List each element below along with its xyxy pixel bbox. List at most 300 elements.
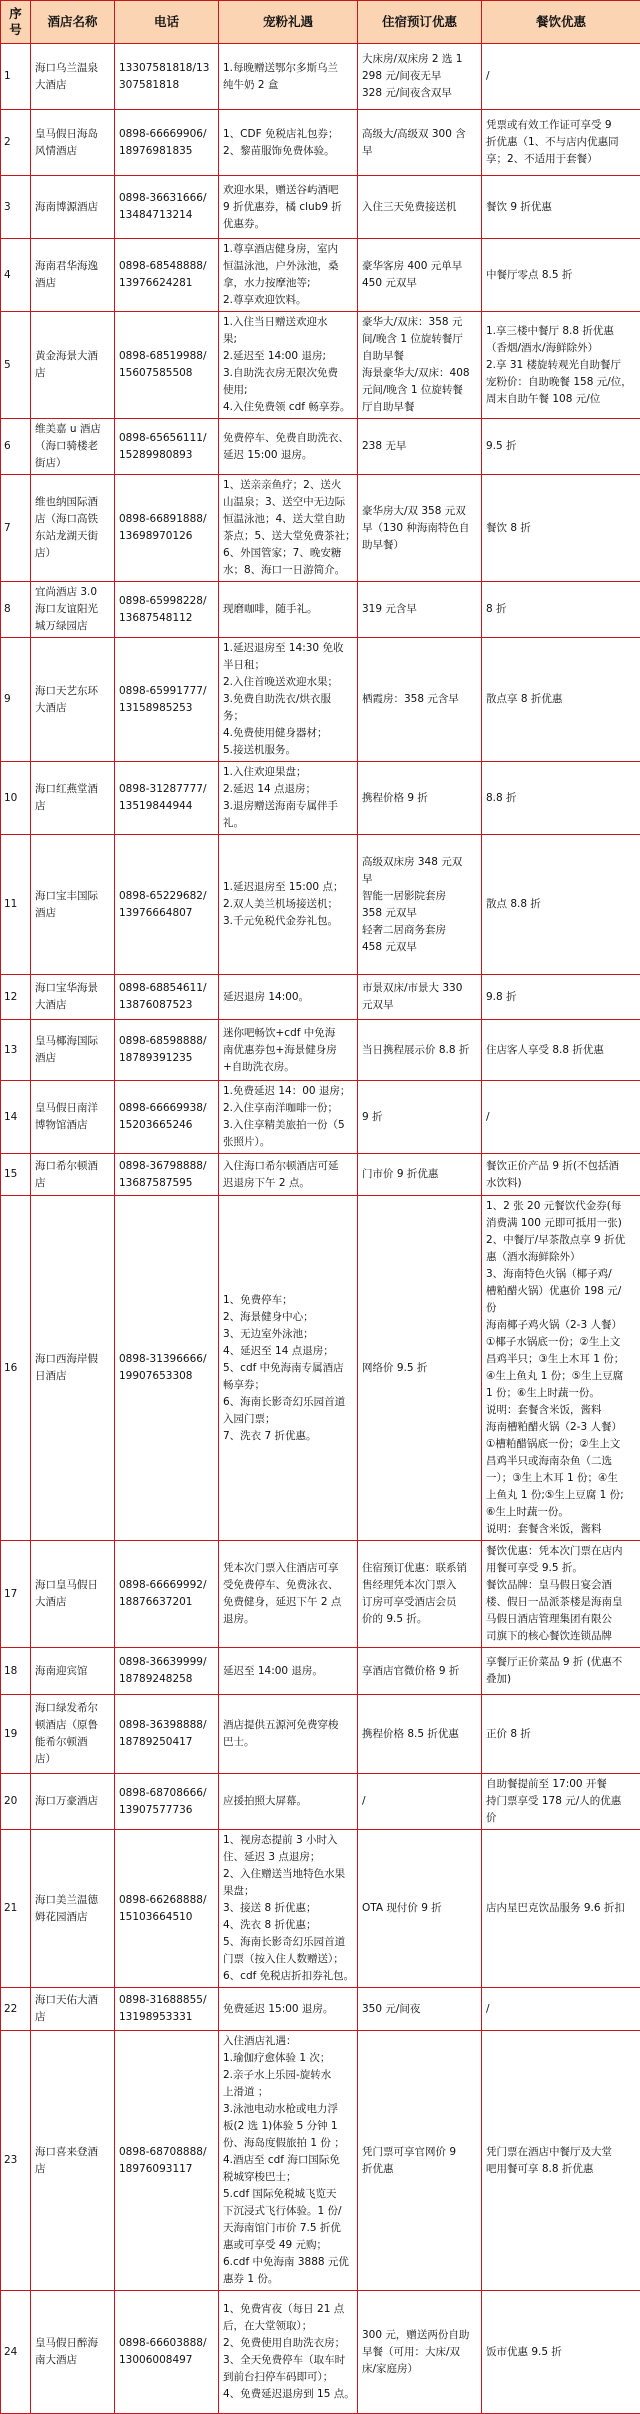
cell-lodging-offer-line: 358 元双早	[362, 905, 477, 922]
cell-lodging-offer-line: 早	[362, 871, 477, 888]
cell-fan-perks-line: 1、免费停车；	[223, 1292, 353, 1309]
cell-fan-perks-line: 5、cdf 中免海南专属酒店	[223, 1360, 353, 1377]
table-row	[1, 1154, 640, 1196]
cell-index: 21	[1, 1830, 31, 1988]
cell-hotel-name-line: 日酒店	[35, 1368, 110, 1385]
cell-lodging-offer-line: 319 元含早	[362, 601, 477, 618]
cell-dining-offer	[482, 1154, 640, 1196]
cell-lodging-offer-line: 间/晚含 1 位旋转餐厅	[362, 331, 477, 348]
cell-phone-line: 13687587595	[119, 1175, 214, 1192]
cell-dining-offer-line: 用餐可享受 9.5 折。	[486, 1560, 636, 1577]
cell-fan-perks-line: 南优惠券包+海景健身房	[223, 1042, 353, 1059]
cell-fan-perks	[219, 975, 358, 1020]
cell-phone-line: 15289980893	[119, 447, 214, 464]
cell-fan-perks	[219, 1196, 358, 1541]
cell-hotel-name	[31, 638, 115, 762]
cell-lodging-offer-line: 厅自助早餐	[362, 399, 477, 416]
cell-dining-offer	[482, 419, 640, 475]
cell-lodging-offer-line: 328 元/间夜含双早	[362, 85, 477, 102]
cell-fan-perks-line: 应援拍照大屏幕。	[223, 1793, 353, 1810]
cell-fan-perks-line: 4.酒店至 cdf 海口国际免	[223, 2152, 353, 2169]
cell-hotel-name-line: 城万绿园店	[35, 618, 110, 635]
cell-hotel-name	[31, 1154, 115, 1196]
cell-dining-offer	[482, 2031, 640, 2291]
table-row	[1, 1774, 640, 1830]
cell-phone	[115, 312, 219, 419]
cell-hotel-name-line: 风情酒店	[35, 143, 110, 160]
cell-hotel-name-line: 海南君华海逸	[35, 258, 110, 275]
header-fan-perks: 宠粉礼遇	[219, 1, 358, 44]
cell-lodging-offer-line: 高级双床房 348 元双	[362, 854, 477, 871]
table-row	[1, 110, 640, 176]
header-row	[1, 1, 640, 44]
cell-hotel-name-line: 海口宝华海景	[35, 980, 110, 997]
cell-fan-perks	[219, 1541, 358, 1648]
cell-index: 4	[1, 239, 31, 312]
cell-hotel-name	[31, 1774, 115, 1830]
cell-lodging-offer	[358, 1695, 482, 1774]
cell-fan-perks	[219, 2291, 358, 2414]
cell-hotel-name-line: 店	[35, 1175, 110, 1192]
cell-hotel-name	[31, 2031, 115, 2291]
cell-phone-line: 0898-31688855/	[119, 1992, 214, 2009]
cell-fan-perks-line: 3、全天免费停车（取车时	[223, 2352, 353, 2369]
cell-fan-perks-line: 6、外国管家；7、晚安糖	[223, 545, 353, 562]
cell-dining-offer-line: 1 份；⑥生上时蔬一份。	[486, 1385, 636, 1402]
cell-lodging-offer	[358, 475, 482, 582]
cell-fan-perks	[219, 239, 358, 312]
cell-hotel-name-line: 店	[35, 2009, 110, 2026]
cell-phone-line: 0898-65656111/	[119, 430, 214, 447]
cell-phone	[115, 475, 219, 582]
cell-index: 15	[1, 1154, 31, 1196]
cell-lodging-offer	[358, 2291, 482, 2414]
cell-lodging-offer	[358, 312, 482, 419]
cell-hotel-name-line: 黄金海景大酒	[35, 348, 110, 365]
cell-phone-line: 0898-66669938/	[119, 1100, 214, 1117]
header-index: 序 号	[1, 1, 31, 44]
cell-dining-offer-line: 9.8 折	[486, 989, 636, 1006]
table-row	[1, 2031, 640, 2291]
cell-lodging-offer-line: 网络价 9.5 折	[362, 1360, 477, 1377]
cell-hotel-name	[31, 1020, 115, 1081]
cell-phone	[115, 1541, 219, 1648]
cell-fan-perks-line: 惠或可享受 49 元购；	[223, 2237, 353, 2254]
cell-dining-offer	[482, 582, 640, 638]
cell-dining-offer-line: 1、2 张 20 元餐饮代金券(每	[486, 1198, 636, 1215]
cell-dining-offer-line: /	[486, 2001, 636, 2018]
cell-lodging-offer-line: 元双早	[362, 997, 477, 1014]
cell-hotel-name-line: 店	[35, 2161, 110, 2178]
cell-hotel-name-line: 宜尚酒店 3.0	[35, 584, 110, 601]
cell-index: 3	[1, 176, 31, 239]
cell-dining-offer-line: 周末自助午餐 108 元/位	[486, 391, 636, 408]
cell-dining-offer	[482, 1081, 640, 1154]
cell-fan-perks-line: 张照片）。	[223, 1134, 353, 1151]
cell-fan-perks-line: 2.延迟至 14:00 退房;	[223, 348, 353, 365]
cell-dining-offer-line: 餐饮 8 折	[486, 520, 636, 537]
cell-lodging-offer-line: 市景双床/市景大 330	[362, 980, 477, 997]
cell-phone	[115, 110, 219, 176]
cell-lodging-offer	[358, 975, 482, 1020]
cell-lodging-offer	[358, 176, 482, 239]
cell-lodging-offer-line: 轻奢二居商务套房	[362, 922, 477, 939]
cell-index: 1	[1, 44, 31, 110]
cell-lodging-offer	[358, 1988, 482, 2031]
cell-dining-offer-line: /	[486, 68, 636, 85]
cell-lodging-offer	[358, 835, 482, 975]
cell-fan-perks-line: 半日租；	[223, 657, 353, 674]
header-phone: 电话	[115, 1, 219, 44]
cell-fan-perks-line: 使用;	[223, 382, 353, 399]
cell-lodging-offer-line: 高级大/高级双 300 含	[362, 126, 477, 143]
cell-fan-perks	[219, 582, 358, 638]
cell-fan-perks-line: 2.延迟 14 点退房；	[223, 781, 353, 798]
cell-fan-perks	[219, 1154, 358, 1196]
cell-lodging-offer-line: 助早餐）	[362, 537, 477, 554]
cell-phone-line: 13484713214	[119, 207, 214, 224]
cell-fan-perks-line: 到前台扫停车码即可）；	[223, 2369, 353, 2386]
cell-fan-perks-line: 3.泳池电动水枪或电力浮	[223, 2101, 353, 2118]
cell-phone-line: 13158985253	[119, 700, 214, 717]
cell-dining-offer-line: 自助餐提前至 17:00 开餐	[486, 1776, 636, 1793]
table-row	[1, 762, 640, 835]
cell-fan-perks-line: 1.延迟退房至 14:30 免收	[223, 640, 353, 657]
table-row	[1, 419, 640, 475]
cell-fan-perks-line: 1.每晚赠送鄂尔多斯乌兰	[223, 60, 353, 77]
cell-phone-line: 0898-36631666/	[119, 190, 214, 207]
table-body	[1, 44, 640, 2414]
cell-lodging-offer	[358, 2031, 482, 2291]
cell-hotel-name-line: 海口红燕堂酒	[35, 781, 110, 798]
cell-index: 7	[1, 475, 31, 582]
cell-dining-offer-line: 饭市优惠 9.5 折	[486, 2344, 636, 2361]
cell-hotel-name-line: 能希尔顿酒	[35, 1734, 110, 1751]
cell-phone-line: 307581818	[119, 77, 214, 94]
cell-lodging-offer	[358, 419, 482, 475]
table-row	[1, 239, 640, 312]
cell-fan-perks-line: 纯牛奶 2 盒	[223, 77, 353, 94]
cell-phone-line: 13687548112	[119, 610, 214, 627]
cell-hotel-name-line: 皇马椰海国际	[35, 1033, 110, 1050]
cell-hotel-name-line: 海口友谊阳光	[35, 601, 110, 618]
cell-phone-line: 0898-68519988/	[119, 348, 214, 365]
cell-phone-line: 0898-31287777/	[119, 781, 214, 798]
cell-fan-perks	[219, 1774, 358, 1830]
cell-hotel-name	[31, 835, 115, 975]
cell-phone-line: 0898-65229682/	[119, 888, 214, 905]
cell-dining-offer-line: 凭门票在酒店中餐厅及大堂	[486, 2144, 636, 2161]
cell-fan-perks-line: 3.自助洗衣房无限次免费	[223, 365, 353, 382]
cell-phone-line: 13876087523	[119, 997, 214, 1014]
cell-lodging-offer-line: 享酒店官微价格 9 折	[362, 1663, 477, 1680]
cell-phone-line: 13006008497	[119, 2352, 214, 2369]
cell-dining-offer-line: 餐饮品牌：皇马假日宴会酒	[486, 1577, 636, 1594]
cell-phone-line: 15103664510	[119, 1909, 214, 1926]
cell-fan-perks-line: 1、视房态提前 3 小时入	[223, 1832, 353, 1849]
table-row	[1, 582, 640, 638]
cell-lodging-offer-line: 300 元，赠送两份自助	[362, 2327, 477, 2344]
cell-hotel-name	[31, 975, 115, 1020]
cell-lodging-offer-line: 大床房/双床房 2 选 1	[362, 51, 477, 68]
cell-lodging-offer	[358, 239, 482, 312]
cell-fan-perks-line: 6、cdf 免税店折扣券礼包。	[223, 1968, 353, 1985]
cell-phone	[115, 975, 219, 1020]
cell-phone	[115, 239, 219, 312]
cell-phone-line: 13519844944	[119, 798, 214, 815]
cell-index: 16	[1, 1196, 31, 1541]
cell-lodging-offer-line: 350 元/间夜	[362, 2001, 477, 2018]
cell-dining-offer	[482, 1830, 640, 1988]
cell-lodging-offer-line: 当日携程展示价 8.8 折	[362, 1042, 477, 1059]
cell-dining-offer-line: ⑥生上时蔬一份。	[486, 1504, 636, 1521]
cell-index: 2	[1, 110, 31, 176]
cell-fan-perks	[219, 1988, 358, 2031]
table-row	[1, 1020, 640, 1081]
cell-dining-offer-line: 9.5 折	[486, 438, 636, 455]
cell-lodging-offer-line: 入住三天免费接送机	[362, 199, 477, 216]
cell-dining-offer	[482, 835, 640, 975]
cell-fan-perks-line: 巴士。	[223, 1734, 353, 1751]
cell-fan-perks-line: 4、延迟至 14 点退房；	[223, 1343, 353, 1360]
cell-fan-perks-line: 入住海口希尔顿酒店可延	[223, 1158, 353, 1175]
cell-fan-perks-line: 2、黎苗服饰免费体验。	[223, 143, 353, 160]
cell-phone-line: 18976981835	[119, 143, 214, 160]
cell-phone-line: 18789250417	[119, 1734, 214, 1751]
cell-phone-line: 18789391235	[119, 1050, 214, 1067]
cell-dining-offer-line: ①槽粕醋锅底一份；②生上文	[486, 1436, 636, 1453]
cell-hotel-name-line: 店	[35, 365, 110, 382]
cell-dining-offer-line: 份	[486, 1300, 636, 1317]
cell-index: 6	[1, 419, 31, 475]
cell-fan-perks-line: 务；	[223, 708, 353, 725]
cell-dining-offer	[482, 1988, 640, 2031]
cell-phone-line: 15607585508	[119, 365, 214, 382]
table-row	[1, 1648, 640, 1695]
cell-dining-offer-line: 8 折	[486, 601, 636, 618]
header-hotel-name: 酒店名称	[31, 1, 115, 44]
cell-phone-line: 15203665246	[119, 1117, 214, 1134]
cell-dining-offer-line: 餐饮优惠：凭本次门票在店内	[486, 1543, 636, 1560]
cell-dining-offer-line: ①椰子水锅底一份；②生上文	[486, 1334, 636, 1351]
cell-fan-perks-line: 免费延迟 15:00 退房。	[223, 2001, 353, 2018]
cell-phone	[115, 1154, 219, 1196]
cell-fan-perks-line: 上滑道 ；	[223, 2084, 353, 2101]
cell-lodging-offer-line: 豪华房大/双 358 元双	[362, 503, 477, 520]
cell-fan-perks-line: 1.瑜伽疗愈体验 1 次；	[223, 2050, 353, 2067]
cell-hotel-name-line: 海口西海岸假	[35, 1351, 110, 1368]
cell-hotel-name-line: 店）	[35, 545, 110, 562]
cell-dining-offer	[482, 1695, 640, 1774]
cell-fan-perks	[219, 312, 358, 419]
cell-dining-offer-line: 惠（酒水海鲜除外）	[486, 1249, 636, 1266]
table-row	[1, 176, 640, 239]
cell-phone-line: 0898-65998228/	[119, 593, 214, 610]
cell-fan-perks	[219, 1020, 358, 1081]
cell-fan-perks	[219, 475, 358, 582]
cell-phone-line: 0898-68548888/	[119, 258, 214, 275]
cell-index: 5	[1, 312, 31, 419]
cell-lodging-offer	[358, 1154, 482, 1196]
cell-fan-perks-line: 3.免费自助洗衣/烘衣服	[223, 691, 353, 708]
cell-dining-offer-line: 正价 8 折	[486, 1726, 636, 1743]
cell-lodging-offer-line: 9 折	[362, 1109, 477, 1126]
cell-phone	[115, 638, 219, 762]
cell-phone-line: 18789248258	[119, 1671, 214, 1688]
cell-dining-offer-line: 2.享 31 楼旋转观光自助餐厅	[486, 357, 636, 374]
cell-dining-offer-line: 一）；③生上木耳 1 份；④生	[486, 1470, 636, 1487]
cell-fan-perks	[219, 1081, 358, 1154]
cell-hotel-name	[31, 582, 115, 638]
cell-hotel-name-line: 店	[35, 798, 110, 815]
cell-lodging-offer	[358, 762, 482, 835]
cell-hotel-name	[31, 1081, 115, 1154]
cell-hotel-name-line: 海南迎宾馆	[35, 1663, 110, 1680]
cell-lodging-offer	[358, 1081, 482, 1154]
cell-phone-line: 19907653308	[119, 1368, 214, 1385]
cell-fan-perks-line: 酒店提供五源河免费穿梭	[223, 1717, 353, 1734]
header-lodging-offer: 住宿预订优惠	[358, 1, 482, 44]
cell-dining-offer	[482, 312, 640, 419]
cell-fan-perks-line: 延迟 15:00 退房。	[223, 447, 353, 464]
cell-fan-perks-line: 5、海南长影奇幻乐园首道	[223, 1934, 353, 1951]
table-row	[1, 312, 640, 419]
cell-hotel-name	[31, 176, 115, 239]
cell-fan-perks-line: 门票（按入住人数赠送）；	[223, 1951, 353, 1968]
cell-dining-offer-line: 餐饮正价产品 9 折(不包括酒	[486, 1158, 636, 1175]
cell-fan-perks-line: 6.cdf 中免海南 3888 元优	[223, 2254, 353, 2271]
cell-index: 14	[1, 1081, 31, 1154]
cell-fan-perks-line: 4.入住免费领 cdf 畅享券。	[223, 399, 353, 416]
cell-phone-line: 0898-68598888/	[119, 1033, 214, 1050]
cell-phone-line: 0898-66268888/	[119, 1892, 214, 1909]
cell-fan-perks-line: 延迟退房 14:00。	[223, 989, 353, 1006]
cell-dining-offer-line: 享；2、不适用于套餐）	[486, 151, 636, 168]
cell-fan-perks-line: 3.入住享精美旅拍一份（5	[223, 1117, 353, 1134]
cell-hotel-name-line: 维美嘉 u 酒店	[35, 421, 110, 438]
cell-hotel-name-line: 海口希尔顿酒	[35, 1158, 110, 1175]
cell-lodging-offer-line: 住宿预订优惠：联系销	[362, 1560, 477, 1577]
cell-hotel-name	[31, 1196, 115, 1541]
cell-dining-offer	[482, 44, 640, 110]
cell-index: 18	[1, 1648, 31, 1695]
table-row	[1, 1830, 640, 1988]
cell-hotel-name-line: 店）	[35, 1751, 110, 1768]
cell-dining-offer	[482, 239, 640, 312]
cell-fan-perks-line: 迟退房下午 2 点。	[223, 1175, 353, 1192]
cell-lodging-offer-line: 订房可享受酒店会员	[362, 1594, 477, 1611]
cell-phone	[115, 1196, 219, 1541]
cell-phone-line: 18976093117	[119, 2161, 214, 2178]
cell-dining-offer-line: 1.享三楼中餐厅 8.8 折优惠	[486, 323, 636, 340]
cell-lodging-offer	[358, 1648, 482, 1695]
cell-dining-offer-line: 散点享 8 折优惠	[486, 691, 636, 708]
cell-hotel-name-line: 海南博源酒店	[35, 199, 110, 216]
cell-fan-perks-line: +自助洗衣房。	[223, 1059, 353, 1076]
cell-phone	[115, 1648, 219, 1695]
cell-index: 22	[1, 1988, 31, 2031]
cell-phone-line: 0898-66603888/	[119, 2335, 214, 2352]
cell-dining-offer-line: /	[486, 1109, 636, 1126]
cell-hotel-name-line: 海口宝丰国际	[35, 888, 110, 905]
cell-fan-perks	[219, 762, 358, 835]
cell-hotel-name-line: 顿酒店（原鲁	[35, 1717, 110, 1734]
cell-hotel-name-line: 南大酒店	[35, 2352, 110, 2369]
cell-fan-perks-line: 迷你吧畅饮+cdf 中免海	[223, 1025, 353, 1042]
cell-phone	[115, 582, 219, 638]
cell-phone	[115, 2031, 219, 2291]
cell-dining-offer-line: 8.8 折	[486, 790, 636, 807]
cell-fan-perks-line: 1、CDF 免税店礼包券；	[223, 126, 353, 143]
cell-dining-offer	[482, 1774, 640, 1830]
cell-fan-perks-line: 现磨咖啡，随手礼。	[223, 601, 353, 618]
cell-phone	[115, 44, 219, 110]
cell-dining-offer-line: 住店客人享受 8.8 折优惠	[486, 1042, 636, 1059]
cell-phone-line: 0898-68708888/	[119, 2144, 214, 2161]
cell-dining-offer	[482, 475, 640, 582]
cell-phone	[115, 176, 219, 239]
cell-hotel-name	[31, 1830, 115, 1988]
cell-dining-offer-line: 餐饮 9 折优惠	[486, 199, 636, 216]
cell-dining-offer-line: ④生上鱼丸 1 份；⑤生上豆腐	[486, 1368, 636, 1385]
cell-fan-perks-line: 入住酒店礼遇：	[223, 2033, 353, 2050]
cell-fan-perks-line: 3.退房赠送海南专属伴手	[223, 798, 353, 815]
cell-hotel-name	[31, 239, 115, 312]
cell-fan-perks	[219, 835, 358, 975]
cell-dining-offer-line: 持门票享受 178 元/人的优惠	[486, 1793, 636, 1810]
cell-phone	[115, 835, 219, 975]
cell-fan-perks-line: 1、免费宵夜（每日 21 点	[223, 2301, 353, 2318]
cell-dining-offer-line: 马假日酒店管理集团有限公	[486, 1611, 636, 1628]
cell-dining-offer	[482, 1541, 640, 1648]
cell-fan-perks-line: 后，在大堂领取）；	[223, 2318, 353, 2335]
cell-fan-perks	[219, 2031, 358, 2291]
cell-phone-line: 0898-66669906/	[119, 126, 214, 143]
cell-fan-perks-line: 下沉浸式飞行体验。1 份/	[223, 2203, 353, 2220]
cell-hotel-name-line: 酒店	[35, 905, 110, 922]
cell-fan-perks-line: 5.接送机服务。	[223, 742, 353, 759]
cell-hotel-name-line: 大酒店	[35, 997, 110, 1014]
cell-fan-perks-line: 9 折优惠券，橘 club9 折	[223, 199, 353, 216]
cell-index: 12	[1, 975, 31, 1020]
cell-fan-perks-line: 2、海景健身中心；	[223, 1309, 353, 1326]
cell-hotel-name-line: 海口乌兰温泉	[35, 60, 110, 77]
cell-lodging-offer-line: 床/家庭房）	[362, 2361, 477, 2378]
cell-fan-perks-line: 恒温泳池；4、送大堂自助	[223, 511, 353, 528]
cell-dining-offer-line: 说明：套餐含米饭，酱料	[486, 1521, 636, 1538]
cell-hotel-name	[31, 1988, 115, 2031]
cell-dining-offer-line: 叠加)	[486, 1671, 636, 1688]
cell-hotel-name-line: 大酒店	[35, 700, 110, 717]
cell-hotel-name	[31, 419, 115, 475]
cell-dining-offer	[482, 176, 640, 239]
cell-dining-offer-line: 吧用餐可享 8.8 折优惠	[486, 2161, 636, 2178]
cell-phone-line: 0898-65991777/	[119, 683, 214, 700]
cell-lodging-offer-line: 早（130 种海南特色自	[362, 520, 477, 537]
cell-lodging-offer	[358, 1020, 482, 1081]
table-row	[1, 2291, 640, 2414]
cell-fan-perks-line: 1.入住欢迎果盘；	[223, 764, 353, 781]
cell-hotel-name	[31, 1541, 115, 1648]
table-row	[1, 1695, 640, 1774]
cell-dining-offer	[482, 2291, 640, 2414]
cell-fan-perks-line: 2、入住赠送当地特色水果	[223, 1866, 353, 1883]
cell-fan-perks	[219, 110, 358, 176]
cell-lodging-offer-line: 早餐（可用：大床/双	[362, 2344, 477, 2361]
cell-index: 20	[1, 1774, 31, 1830]
cell-fan-perks-line: 优惠券。	[223, 216, 353, 233]
cell-fan-perks-line: 5.cdf 国际免税城飞览天	[223, 2186, 353, 2203]
